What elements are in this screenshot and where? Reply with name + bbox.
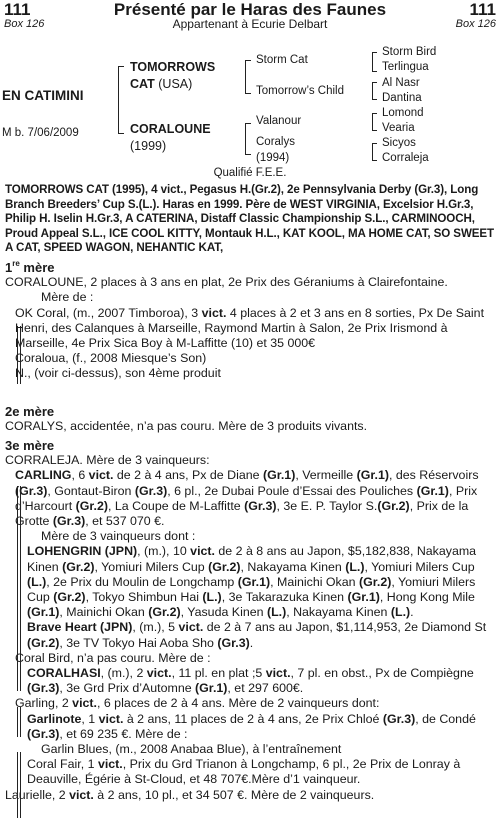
dam-dam-year: (1994) [256,152,290,164]
first-dam-line: CORALOUNE, 2 places à 3 ans en plat, 2e Prix des Géraniums à Clairefontaine. [5,275,448,290]
carling-record: CARLING, 6 vict. de 2 à 4 ans, Px de Diane (Gr.1), Vermeille (Gr.1), des Réservoirs (Gr.3), Gontaut-Biron (Gr.3), 6 pl., 2e Dubai Poule d’Essai des Pouliches (Gr.1), Prix d’Harcourt (Gr.2), La Coupe de M-Laffitte (Gr.3), 3e E. P. Taylor S.(Gr.2), Prix de la Grotte (Gr.3), et 537 070 €. [15,468,479,529]
box-label-left: Box 126 [4,18,45,30]
dam-dam: Coralys [256,136,295,148]
produce-coraloua: Coraloua, (f., 2008 Miesque’s Son) [15,351,207,366]
sire-line2: CAT (USA) [130,77,193,91]
produce-bar [17,326,21,384]
box-label-right: Box 126 [455,18,496,30]
second-dam-line: CORALYS, accidentée, n’a pas couru. Mère de 3 produits vivants. [5,419,368,434]
dss: Lomond [382,107,424,119]
ssd: Terlingua [382,61,429,73]
first-dam-mother-of: Mère de : [41,290,94,305]
bracket-sd [372,82,377,100]
sire-record: TOMORROWS CAT (1995), 4 vict., Pegasus H.(Gr.2), 2e Pennsylvania Derby (Gr.3), Long Branch Breeders’ Cup S.(L.). Haras en 1999. Père de WEST VIRGINIA, Excelsior H.Gr.3, Philip H. Iselin H.Gr.3, A CATERINA, Distaff Classic Championship S.L., CARMINOOCH, Proud Appeal S.L., ICE COOL KITTY, Montauk H.L., KAT KOOL, MA HOME CAT, SO SWEET A CAT, SPEED WAGON, NEHANTIC KAT, [5,183,495,255]
sire-name: TOMORROWS [130,60,216,74]
sdd: Dantina [382,92,422,104]
garlinote-record: Garlinote, 1 vict. à 2 ans, 11 places de 2 à 4 ans, 2e Prix Chloé (Gr.3), de Condé (Gr.3), et 69 235 €. Mère de : [27,711,476,741]
third-dam-heading: 3e mère [5,438,55,453]
dam-name: CORALOUNE [130,122,211,136]
garling-bar [17,752,21,818]
garlinblues-record: Garlin Blues, (m., 2008 Anabaa Blue), à l’entraînement [41,742,342,757]
lot-number-right: 111 [469,0,496,19]
laurielle-record: Laurielle, 2 vict. à 2 ans, 10 pl., et 34 507 €. Mère de 2 vainqueurs. [5,787,375,802]
sds: Al Nasr [382,77,420,89]
third-dam-section [5,438,497,803]
coralbird-bar [17,707,21,737]
horse-name: EN CATIMINI [2,88,84,103]
bracket-ss [372,52,377,72]
produce-ok-coral: OK Coral, (m., 2007 Timboroa), 3 vict. 4 places à 2 et 3 ans en 8 sorties, Px De Saint Henri, des Calanques à Marseille, Raymond Martin à Salon, 2e Prix Irismond à Marseille, 4e Prix Sica Boy à M-Laffitte (10) et 35 000€ [15,305,485,351]
bracket-dd [372,143,377,161]
carling-bar [17,486,21,691]
sire-dam: Tomorrow’s Child [256,85,344,97]
dam-year: (1999) [130,139,167,153]
sire-sire: Storm Cat [256,54,308,66]
second-dam-section [5,404,497,434]
page-title: Présenté par le Haras des Faunes [113,0,387,19]
dds: Sicyos [382,137,416,149]
braveheart-record: Brave Heart (JPN), (m.), 5 vict. de 2 à 7 ans au Japon, $1,114,953, 2e Diamond St (Gr.2), 3e TV Tokyo Hai Aoba Sho (Gr.3). [27,620,487,650]
dsd: Vearia [382,122,415,134]
first-dam-section [5,260,497,382]
pedigree-bracket-dam [245,123,251,155]
qualification: Qualifié F.E.E. [213,167,287,179]
pedigree-bracket-main [118,66,124,134]
pedigree-bracket-sire [245,60,251,94]
coralbird-record: Coral Bird, n’a pas couru. Mère de : [15,650,211,665]
coralhasi-record: CORALHASI, (m.), 2 vict., 11 pl. en plat ;5 vict., 7 pl. en obst., Px de Compiègne (Gr.3), 3e Grd Prix d’Automne (Gr.1), et 297 600€. [27,666,474,696]
garling-record: Garling, 2 vict., 6 places de 2 à 4 ans. Mère de 2 vainqueurs dont: [15,696,380,711]
bracket-ds [372,113,377,131]
sss: Storm Bird [382,46,437,58]
coralfair-record: Coral Fair, 1 vict., Prix du Grd Trianon à Longchamp, 6 pl., 2e Prix de Lonray à Deauville, Égérie à St-Cloud, et 48 707€.Mère d’1 vainqueur. [27,757,461,787]
third-dam-line: CORRALEJA. Mère de 3 vainqueurs: [5,453,210,468]
produce-current: N., (voir ci-dessus), son 4ème produit [15,366,221,381]
lohengrin-record: LOHENGRIN (JPN), (m.), 10 vict. de 2 à 8 ans au Japon, $5,182,838, Nakayama Kinen (Gr.2), Yomiuri Milers Cup (Gr.2), Nakayama Kinen (L.), Yomiuri Milers Cup (L.), 2e Prix du Moulin de Longchamp (Gr.1), Mainichi Okan (Gr.2), Yomiuri Milers Cup (Gr.2), Tokyo Shimbun Hai (L.), 3e Takarazuka Kinen (Gr.1), Hong Kong Mile (Gr.1), Mainichi Okan (Gr.2), Yasuda Kinen (L.), Nakayama Kinen (L.). [27,544,477,620]
first-dam-heading: 1re mère [5,259,55,275]
owner-line: Appartenant à Ecurie Delbart [172,17,328,31]
dam-sire: Valanour [256,115,302,127]
ddd: Corraleja [382,152,429,164]
lot-number-left: 111 [4,0,31,19]
second-dam-heading: 2e mère [5,404,55,419]
carling-mother-of: Mère de 3 vainqueurs dont : [41,529,196,544]
horse-info: M b. 7/06/2009 [2,127,79,139]
